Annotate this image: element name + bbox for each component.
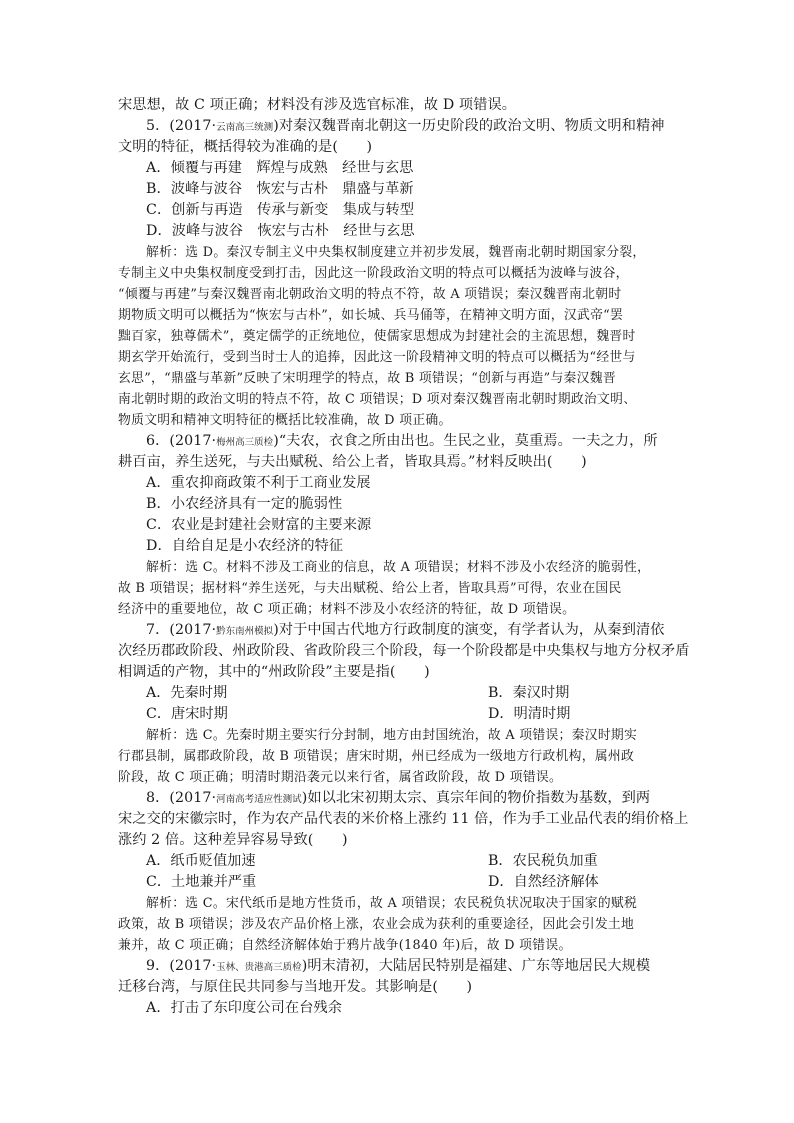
q6-option-c: C．农业是封建社会财富的主要来源 [146, 517, 372, 533]
question-source: 云南高三统测 [216, 122, 274, 133]
question-source: 梅州高三质检 [216, 437, 274, 448]
q6-analysis-line: 经济中的重要地位，故 C 项正确；材料不涉及小农经济的特征，故 D 项错误。 [118, 602, 576, 617]
q5-analysis-line: 期玄学开始流行，受到当时士人的追捧，因此这一阶段精神文明的特点可以概括为“经世与 [118, 350, 636, 365]
question-text: )如以北宋初期太宗、真宗年间的物价指数为基数，到两 [301, 790, 651, 806]
q8-analysis: 解析：选 C。宋代纸币是地方性货币，故 A 项错误；农民税负状况取决于国家的赋税 [146, 896, 638, 911]
question-text: )“夫农，衣食之所由出也。生民之业，莫重焉。一夫之力，所 [273, 433, 658, 449]
q5-analysis-line: 南北朝时期的政治文明的特点不符，故 C 项错误；D 项对秦汉魏晋南北朝时期政治文明、 [118, 392, 637, 407]
q5-analysis-line: 专制主义中央集权制度受到打击，因此这一阶段政治文明的特点可以概括为波峰与波谷， [118, 266, 629, 281]
question-number: 6．(2017· [146, 433, 217, 449]
q4-analysis-end: 宋思想，故 C 项正确；材料没有涉及选官标准，故 D 项错误。 [118, 97, 517, 113]
question-source: 黔东南州模拟 [216, 626, 274, 637]
q8-option-a: A．纸币贬值加速 [146, 853, 256, 869]
question-8-stem [146, 788, 678, 810]
question-9-stem-cont: 迁移台湾，与原住民共同参与当地开发。其影响是( ) [118, 979, 473, 995]
q5-analysis-line: 期物质文明可以概括为“恢宏与古朴”，如长城、兵马俑等，在精神文明方面，汉武帝“罢 [118, 308, 624, 323]
question-8-stem-cont: 宋之交的宋徽宗时，作为农产品代表的米价格上涨约 11 倍，作为手工业品代表的绢价格上 [118, 811, 689, 827]
q8-analysis-line: 政策，故 B 项错误；涉及农产品价格上涨，农业会成为获利的重要途径，因此会引发土地 [118, 917, 635, 932]
q5-analysis: 解析：选 D。秦汉专制主义中央集权制度建立并初步发展，魏晋南北朝时期国家分裂， [146, 245, 646, 260]
q7-option-c: C．唐宋时期 [146, 706, 228, 722]
q9-option-a: A．打击了东印度公司在台残余 [146, 1000, 343, 1016]
question-source: 河南高考适应性测试 [216, 794, 302, 805]
question-6-stem [146, 431, 678, 453]
question-7-stem-cont: 相调适的产物，其中的“州政阶段”主要是指( ) [118, 664, 430, 680]
q5-analysis-line: 黜百家，独尊儒术”，奠定儒学的正统地位，使儒家思想成为封建社会的主流思想，魏晋时 [118, 329, 636, 344]
question-number: 7．(2017· [146, 622, 217, 638]
q6-option-d: D．自给自足是小农经济的特征 [146, 538, 344, 554]
question-number: 8．(2017· [146, 790, 217, 806]
q7-analysis-line: 阶段，故 C 项正确；明清时期沿袭元以来行省，属省政阶段，故 D 项错误。 [118, 770, 563, 785]
question-5-stem [146, 116, 678, 138]
question-7-stem [146, 620, 678, 642]
question-number: 5．(2017· [146, 118, 217, 134]
q8-option-d: D．自然经济解体 [488, 874, 599, 890]
q5-option-c: C．创新与再造 传承与新变 集成与转型 [146, 202, 415, 218]
question-5-stem-cont: 文明的特征，概括得较为准确的是( ) [118, 139, 373, 155]
q7-option-d: D．明清时期 [488, 706, 571, 722]
q6-analysis: 解析：选 C。材料不涉及工商业的信息，故 A 项错误；材料不涉及小农经济的脆弱性， [146, 560, 651, 575]
question-text: )明末清初，大陆居民特别是福建、广东等地居民大规模 [301, 958, 651, 974]
question-source: 玉林、贵港高三质检 [216, 962, 302, 973]
q6-option-b: B．小农经济具有一定的脆弱性 [146, 496, 343, 512]
q8-analysis-line: 兼并，故 C 项正确；自然经济解体始于鸦片战争(1840 年)后，故 D 项错误。 [118, 938, 572, 953]
q5-analysis-line: 物质文明和精神文明特征的概括比较准确，故 D 项正确。 [118, 413, 452, 428]
q7-option-b: B．秦汉时期 [488, 685, 570, 701]
q8-option-c: C．土地兼并严重 [146, 874, 257, 890]
q5-option-b: B．波峰与波谷 恢宏与古朴 鼎盛与革新 [146, 181, 414, 197]
q6-option-a: A．重农抑商政策不利于工商业发展 [146, 475, 371, 491]
q5-analysis-line: “倾覆与再建”与秦汉魏晋南北朝政治文明的特点不符，故 A 项错误；秦汉魏晋南北朝时 [118, 287, 622, 302]
question-text: )对秦汉魏晋南北朝这一历史阶段的政治文明、物质文明和精神 [273, 118, 665, 134]
question-7-stem-cont: 次经历郡政阶段、州政阶段、省政阶段三个阶段，每一个阶段都是中央集权与地方分权矛盾 [118, 643, 690, 659]
question-text: )对于中国古代地方行政制度的演变，有学者认为，从秦到清依 [273, 622, 665, 638]
q5-option-d: D．波峰与波谷 恢宏与古朴 经世与玄思 [146, 223, 415, 239]
question-6-stem-cont: 耕百亩，养生送死，与夫出赋税、给公上者，皆取具焉。”材料反映出( ) [118, 454, 587, 470]
q7-option-a: A．先秦时期 [146, 685, 228, 701]
q7-analysis: 解析：选 C。先秦时期主要实行分封制，地方由封国统治，故 A 项错误；秦汉时期实 [146, 728, 638, 743]
question-8-stem-cont: 涨约 2 倍。这种差异容易导致( ) [118, 832, 348, 848]
q6-analysis-line: 故 B 项错误；据材料“养生送死，与夫出赋税、给公上者，皆取具焉”可得，农业在国民 [118, 581, 622, 596]
q5-analysis-line: 玄思”，“鼎盛与革新”反映了宋明理学的特点，故 B 项错误；“创新与再造”与秦汉魏晋 [118, 371, 616, 386]
question-number: 9．(2017· [146, 958, 217, 974]
question-9-stem [146, 956, 678, 978]
q8-option-b: B．农民税负加重 [488, 853, 598, 869]
q7-analysis-line: 行郡县制，属郡政阶段，故 B 项错误；唐宋时期，州已经成为一级地方行政机构，属州政 [118, 749, 635, 764]
q5-option-a: A．倾覆与再建 辉煌与成熟 经世与玄思 [146, 160, 414, 176]
